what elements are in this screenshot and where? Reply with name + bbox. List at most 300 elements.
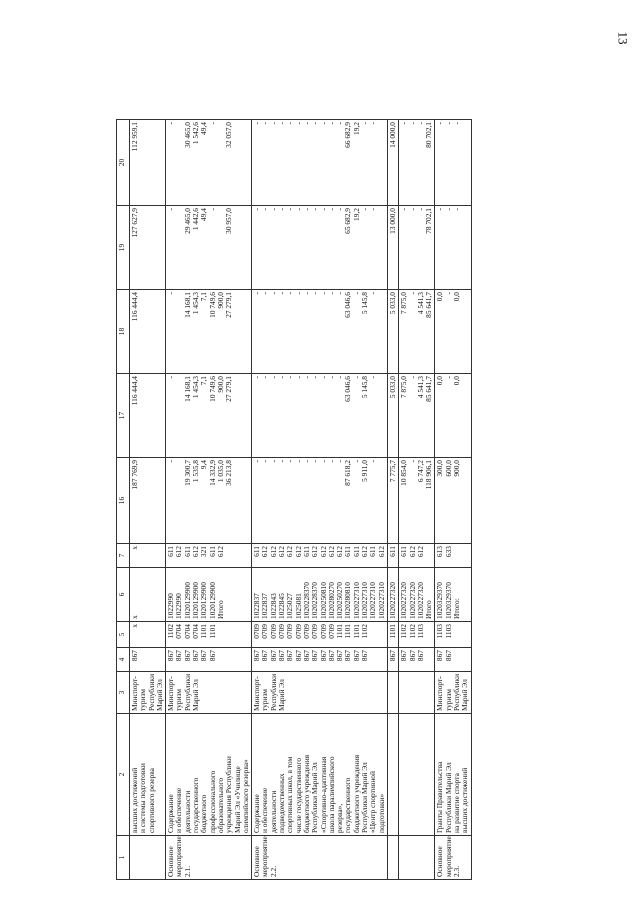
cell-line: 321 <box>199 546 209 558</box>
cell-line: 867 <box>415 650 425 662</box>
cell-line: 1020227320 <box>387 582 397 619</box>
cell-line: - <box>268 208 278 211</box>
cell-line: 1101 <box>199 624 209 639</box>
cell-line: - <box>368 292 378 295</box>
cell-line: - <box>277 292 287 295</box>
cell-line: - <box>252 376 262 379</box>
cell-line: - <box>260 292 270 295</box>
cell-line: - <box>310 460 320 463</box>
cell-line: 867 <box>207 650 217 662</box>
cell-line: спортивных школ, в том <box>285 756 295 833</box>
cell-line: 613 <box>435 546 445 558</box>
cell-line: государственного <box>191 777 201 833</box>
cell-line: 14 168,1 <box>182 376 192 402</box>
cell-line: 612 <box>318 546 328 558</box>
cell-line: 900,0 <box>215 376 225 393</box>
table-cell-col1 <box>399 836 435 880</box>
cell-line: «Центр спортивной <box>368 771 378 833</box>
cell-line: - <box>451 208 461 211</box>
cell-line <box>389 674 397 711</box>
table-cell-col20 <box>252 120 388 206</box>
cell-line: 30 957,0 <box>224 208 234 234</box>
cell-line: - <box>277 122 287 125</box>
table-cell-col19 <box>130 206 166 290</box>
table-row <box>435 120 471 880</box>
cell-line: Минспорт- <box>435 676 445 711</box>
cell-line: - <box>368 376 378 379</box>
table-cell-col16 <box>130 458 166 544</box>
cell-line: 19,2 <box>351 208 361 221</box>
cell-line: 2.2. <box>268 865 278 877</box>
cell-line: 1103 <box>443 624 453 639</box>
cell-line: - <box>335 208 345 211</box>
cell-line: 4 541,3 <box>415 292 425 315</box>
cell-line: Республики <box>146 673 156 711</box>
cell-line: 612 <box>360 546 370 558</box>
cell-line: Основное <box>435 846 445 877</box>
cell-line: туризм <box>174 689 184 711</box>
cell-line: - <box>326 460 336 463</box>
table-cell-col4 <box>387 648 398 672</box>
cell-line: 1020250810 <box>318 582 328 619</box>
cell-line: 612 <box>376 546 386 558</box>
table-cell-col5 <box>252 622 388 648</box>
table-cell-col3 <box>399 672 435 714</box>
cell-line <box>389 716 397 833</box>
cell-line: мероприятие <box>260 836 270 877</box>
cell-line: 1102 <box>407 624 417 639</box>
cell-line: 612 <box>277 546 287 558</box>
table-cell-col2 <box>130 714 166 836</box>
cell-line: 612 <box>191 546 201 558</box>
cell-line: 1020227310 <box>368 582 378 619</box>
cell-line: учреждения Республики <box>224 756 234 833</box>
cell-line: 5 145,8 <box>360 292 370 315</box>
table-cell-col20 <box>435 120 471 206</box>
cell-line: - <box>443 292 453 295</box>
cell-line: 1101 <box>351 624 361 639</box>
cell-line: числе государственного <box>293 757 303 833</box>
cell-line: 32 057,0 <box>224 122 234 148</box>
table-cell-col4 <box>399 648 435 672</box>
cell-line: x <box>130 546 139 550</box>
cell-line: 867 <box>326 650 336 662</box>
table-cell-col19 <box>387 206 398 290</box>
cell-line: 49,4 <box>199 208 209 221</box>
cell-line: бюджетного учреждения <box>301 754 311 833</box>
cell-line: Республики <box>268 673 278 711</box>
cell-line: 1101 <box>343 624 353 639</box>
cell-line: - <box>310 292 320 295</box>
table-cell-col3 <box>387 672 398 714</box>
table-cell-col18 <box>130 290 166 374</box>
cell-line: 611 <box>166 546 176 557</box>
cell-line: - <box>166 292 176 295</box>
cell-line: 1020129900 <box>199 582 209 619</box>
table-cell-col6 <box>166 568 252 622</box>
cell-line <box>378 122 386 203</box>
cell-line: и обеспечение <box>174 787 184 833</box>
cell-line: 10 854,0 <box>399 460 409 486</box>
cell-line: - <box>268 460 278 463</box>
cell-line: 612 <box>293 546 303 558</box>
cell-line: 36 213,8 <box>224 460 234 486</box>
cell-line: - <box>351 376 361 379</box>
cell-line: - <box>451 122 461 125</box>
cell-line: образовательного <box>215 777 225 833</box>
cell-line: 867 <box>260 650 270 662</box>
cell-line: - <box>207 122 217 125</box>
table-cell-col16 <box>387 458 398 544</box>
table-cell-col1 <box>387 836 398 880</box>
table-cell-col17 <box>130 374 166 458</box>
table-cell-col17 <box>399 374 435 458</box>
cell-line: - <box>293 460 303 463</box>
cell-line: 867 <box>182 650 192 662</box>
cell-line: - <box>277 376 287 379</box>
cell-line: - <box>285 292 295 295</box>
cell-line: - <box>268 292 278 295</box>
table-row <box>252 120 388 880</box>
cell-line: 1020227320 <box>415 582 425 619</box>
cell-line: 10 749,6 <box>207 292 217 318</box>
cell-line: 0709 <box>326 624 336 639</box>
cell-line: и системы подготовки <box>138 763 148 833</box>
cell-line: 1103 <box>435 624 445 639</box>
table-cell-col4 <box>130 648 166 672</box>
table-cell-col6 <box>399 568 435 622</box>
cell-line: 85 641,7 <box>424 292 434 318</box>
table-cell-col2 <box>166 714 252 836</box>
cell-line <box>400 838 408 877</box>
table-cell-col6 <box>387 568 398 622</box>
cell-line: мероприятие <box>174 836 184 877</box>
table-cell-col18 <box>166 290 252 374</box>
table-cell-col20 <box>130 120 166 206</box>
cell-line <box>400 674 408 711</box>
cell-line: - <box>399 208 409 211</box>
cell-line: 1020329370 <box>435 582 445 619</box>
table-cell-col18 <box>399 290 435 374</box>
cell-line: 1 535,8 <box>191 460 201 483</box>
cell-line: - <box>407 376 417 379</box>
cell-line: высших достижений <box>130 767 139 833</box>
table-cell-col6 <box>130 568 166 622</box>
cell-line: - <box>399 122 409 125</box>
table-cell-col4 <box>435 648 471 672</box>
col-header: 5 <box>117 622 130 648</box>
cell-line: 87 618,2 <box>343 460 353 486</box>
table-cell-col17 <box>252 374 388 458</box>
cell-line: - <box>310 376 320 379</box>
cell-line: - <box>443 208 453 211</box>
cell-line: 867 <box>277 650 287 662</box>
cell-line: - <box>335 460 345 463</box>
cell-line: 1020227320 <box>407 582 417 619</box>
cell-line: 2.3. <box>451 865 461 877</box>
cell-line: резерва», <box>335 803 345 833</box>
cell-line: школа паралимпийского <box>326 756 336 833</box>
cell-line: - <box>310 208 320 211</box>
cell-line: 1020280810 <box>343 582 353 619</box>
cell-line: Марий Эл <box>191 679 201 711</box>
cell-line: 900,0 <box>215 292 225 309</box>
cell-line: 6 747,2 <box>415 460 425 483</box>
cell-line: - <box>277 208 287 211</box>
cell-line: 1 035,0 <box>215 460 225 483</box>
cell-line: 1020129900 <box>207 582 217 619</box>
cell-line: 1020129900 <box>191 582 201 619</box>
cell-line: 1102 <box>360 624 370 639</box>
cell-line: 0709 <box>277 624 287 639</box>
cell-line: 187 769,9 <box>130 460 139 490</box>
cell-line: - <box>301 122 311 125</box>
cell-line: Содержание <box>166 794 176 833</box>
table-cell-col19 <box>252 206 388 290</box>
table-cell-col3 <box>166 672 252 714</box>
cell-line: 80 702,1 <box>424 122 434 148</box>
cell-line: 612 <box>326 546 336 558</box>
cell-line: 612 <box>260 546 270 558</box>
cell-line: - <box>360 208 370 211</box>
cell-line: - <box>301 376 311 379</box>
cell-line: - <box>368 208 378 211</box>
cell-line: 1020227310 <box>376 582 386 619</box>
cell-line: 867 <box>252 650 262 662</box>
cell-line: 0709 <box>301 624 311 639</box>
cell-line: - <box>252 292 262 295</box>
cell-line: - <box>326 292 336 295</box>
cell-line: Минспорт- <box>166 676 176 711</box>
cell-line: - <box>407 208 417 211</box>
cell-line: 867 <box>318 650 328 662</box>
cell-line: деятельности <box>182 790 192 833</box>
cell-line: 867 <box>335 650 345 662</box>
cell-line: 78 702,1 <box>424 208 434 234</box>
cell-line: 611 <box>368 546 378 557</box>
table-cell-col20 <box>399 120 435 206</box>
cell-line: 611 <box>182 546 192 557</box>
cell-line: профессионального <box>207 770 217 833</box>
cell-line: 14 168,1 <box>182 292 192 318</box>
cell-line: - <box>326 376 336 379</box>
cell-line: 611 <box>207 546 217 557</box>
table-cell-col5 <box>130 622 166 648</box>
cell-line: 30 465,0 <box>182 122 192 148</box>
cell-line: 1020227320 <box>399 582 409 619</box>
cell-line: 63 046,6 <box>343 376 353 402</box>
table-cell-col20 <box>387 120 398 206</box>
cell-line: - <box>260 460 270 463</box>
cell-line: 611 <box>252 546 262 557</box>
cell-line: 867 <box>191 650 201 662</box>
cell-line: 612 <box>415 546 425 558</box>
cell-line: - <box>368 122 378 125</box>
table-cell-col7 <box>435 544 471 568</box>
cell-line: 633 <box>443 546 453 558</box>
col-header: 3 <box>117 672 130 714</box>
cell-line: - <box>166 376 176 379</box>
cell-line: 0709 <box>268 624 278 639</box>
cell-line: 611 <box>343 546 353 557</box>
cell-line: 867 <box>360 650 370 662</box>
cell-line: 1022837 <box>260 593 270 619</box>
cell-line: Итого <box>215 600 225 619</box>
cell-line: 300,0 <box>435 460 445 477</box>
cell-line: - <box>285 208 295 211</box>
table-cell-col6 <box>435 568 471 622</box>
cell-line: 1020129900 <box>182 582 192 619</box>
cell-line: 7,1 <box>199 376 209 386</box>
table-cell-col1 <box>435 836 471 880</box>
cell-line: 1022843 <box>268 593 278 619</box>
cell-line: спортивного резерва <box>146 768 156 833</box>
cell-line: 19 300,7 <box>182 460 192 486</box>
cell-line <box>131 838 139 877</box>
page-number: 13 <box>615 31 631 45</box>
cell-line: 1020227310 <box>360 582 370 619</box>
cell-line: - <box>326 208 336 211</box>
rotated-page <box>116 120 639 880</box>
cell-line: 2.1. <box>182 865 192 877</box>
table-cell-col4 <box>252 648 388 672</box>
cell-line: Основное <box>166 846 176 877</box>
table-cell-col3 <box>435 672 471 714</box>
cell-line: 5 033,0 <box>387 376 397 399</box>
table-body <box>130 120 472 880</box>
cell-line: 867 <box>310 650 320 662</box>
cell-line: 1022990 <box>166 593 176 619</box>
table-cell-col5 <box>387 622 398 648</box>
col-header: 6 <box>117 568 130 622</box>
cell-line: - <box>318 122 328 125</box>
cell-line: 0704 <box>182 624 192 639</box>
cell-line: 66 682,9 <box>343 122 353 148</box>
cell-line: - <box>318 376 328 379</box>
table-cell-col17 <box>387 374 398 458</box>
cell-line: Минспорт- <box>130 676 139 711</box>
table-cell-col7 <box>252 544 388 568</box>
cell-line: 1022837 <box>252 593 262 619</box>
cell-line: 19,2 <box>351 122 361 135</box>
cell-line: 612 <box>310 546 320 558</box>
table-cell-col3 <box>130 672 166 714</box>
cell-line: 1020250270 <box>335 582 345 619</box>
cell-line <box>389 838 397 877</box>
cell-line: 14 000,0 <box>387 122 397 148</box>
cell-line: - <box>285 122 295 125</box>
cell-line: 7 775,7 <box>387 460 397 483</box>
cell-line: - <box>443 122 453 125</box>
cell-line: - <box>335 376 345 379</box>
cell-line: 112 959,1 <box>130 122 139 152</box>
cell-line: 611 <box>387 546 397 557</box>
cell-line: 0709 <box>310 624 320 639</box>
cell-line: 29 465,0 <box>182 208 192 234</box>
cell-line: государственного <box>343 777 353 833</box>
cell-line <box>378 376 386 455</box>
cell-line: - <box>301 208 311 211</box>
cell-line: 27 279,1 <box>224 376 234 402</box>
table-cell-col17 <box>435 374 471 458</box>
cell-line: Минспорт- <box>252 676 262 711</box>
cell-line: - <box>293 376 303 379</box>
col-header: 18 <box>117 290 130 374</box>
cell-line: - <box>268 122 278 125</box>
cell-line: 611 <box>351 546 361 557</box>
cell-line: мероприятие <box>443 836 453 877</box>
table-cell-col16 <box>435 458 471 544</box>
cell-line: 0704 <box>174 624 184 639</box>
col-header: 4 <box>117 648 130 672</box>
cell-line: 0709 <box>260 624 270 639</box>
cell-line: 612 <box>407 546 417 558</box>
cell-line: - <box>301 460 311 463</box>
cell-line: на развитие спорта <box>451 773 461 833</box>
cell-line: бюджетного учреждения <box>351 754 361 833</box>
cell-line: Республики <box>182 673 192 711</box>
cell-line: 1022990 <box>174 593 184 619</box>
cell-line: Итого: <box>451 598 461 619</box>
cell-line: 612 <box>335 546 345 558</box>
cell-line: 116 444,4 <box>130 292 139 322</box>
cell-line: Республики Марий Эл <box>443 762 453 833</box>
table-cell-col16 <box>166 458 252 544</box>
cell-line: 65 682,9 <box>343 208 353 234</box>
cell-line: 867 <box>301 650 311 662</box>
cell-line: 14 332,9 <box>207 460 217 486</box>
cell-line: 611 <box>301 546 311 557</box>
table-cell-col2 <box>387 714 398 836</box>
cell-line: «Спортивно-адаптивная <box>318 756 328 833</box>
cell-line: 0704 <box>191 624 201 639</box>
table-cell-col19 <box>399 206 435 290</box>
cell-line: - <box>407 122 417 125</box>
cell-line: x <box>130 615 139 619</box>
cell-line: - <box>310 122 320 125</box>
cell-line: 867 <box>166 650 176 662</box>
cell-line: 1 454,3 <box>191 292 201 315</box>
table-cell-col5 <box>399 622 435 648</box>
cell-line: туризм <box>138 689 148 711</box>
cell-line: 611 <box>399 546 409 557</box>
table-cell-col2 <box>399 714 435 836</box>
cell-line: 600,0 <box>443 460 453 477</box>
cell-line: - <box>285 376 295 379</box>
cell-line: - <box>443 376 453 379</box>
cell-line: туризм <box>260 689 270 711</box>
cell-line: 867 <box>407 650 417 662</box>
cell-line: 1020228370 <box>301 582 311 619</box>
cell-line: 7 875,0 <box>399 376 409 399</box>
table-cell-col6 <box>252 568 388 622</box>
cell-line: - <box>293 208 303 211</box>
cell-line: 1020280270 <box>326 582 336 619</box>
cell-line: Республики Марий Эл <box>360 762 370 833</box>
cell-line: - <box>351 460 361 463</box>
cell-line: - <box>166 122 176 125</box>
cell-line: - <box>318 292 328 295</box>
cell-line: 1102 <box>166 624 176 639</box>
cell-line <box>378 460 386 541</box>
cell-line: 0,0 <box>451 376 461 386</box>
table-cell-col5 <box>166 622 252 648</box>
table-cell-col2 <box>252 714 388 836</box>
cell-line <box>400 716 408 833</box>
cell-line: Итого <box>424 600 434 619</box>
col-header: 2 <box>117 714 130 836</box>
cell-line: - <box>301 292 311 295</box>
